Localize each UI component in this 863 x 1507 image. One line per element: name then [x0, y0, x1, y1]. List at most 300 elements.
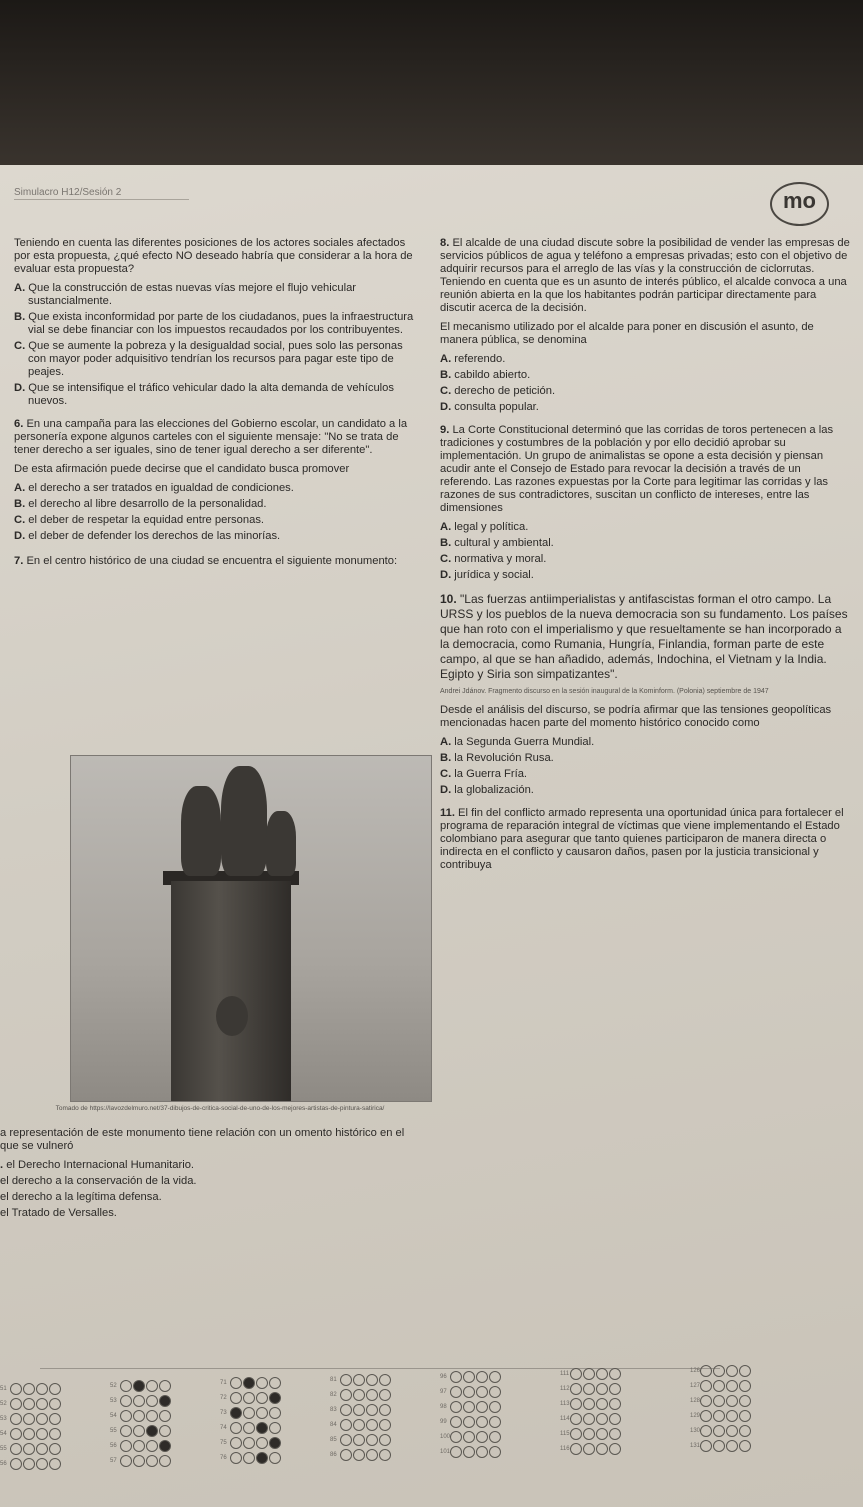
answer-bubble[interactable] [133, 1380, 145, 1392]
answer-bubble[interactable] [463, 1416, 475, 1428]
answer-row [0, 1413, 62, 1428]
answer-bubble[interactable] [36, 1458, 48, 1470]
answer-number: 81 [330, 1377, 337, 1383]
answer-number: 74 [220, 1425, 227, 1431]
answer-bubble[interactable] [700, 1440, 712, 1452]
answer-bubble[interactable] [713, 1440, 725, 1452]
answer-bubble[interactable] [23, 1383, 35, 1395]
q10-option-b[interactable]: B. la Revolución Rusa. [440, 752, 554, 764]
answer-number: 56 [110, 1443, 117, 1449]
q10-source: Andrei Jdánov. Fragmento discurso en la sesión inaugural de la Kominform. (Polonia) septiembre de 1947 [440, 688, 769, 695]
answer-bubble[interactable] [726, 1440, 738, 1452]
answer-bubble[interactable] [159, 1410, 171, 1422]
answer-bubble[interactable] [120, 1425, 132, 1437]
answer-number: 54 [110, 1413, 117, 1419]
answer-bubble[interactable] [23, 1443, 35, 1455]
pedestal [171, 881, 291, 1101]
answer-row [440, 1401, 502, 1416]
answer-bubble[interactable] [609, 1413, 621, 1425]
q8-question: El mecanismo utilizado por el alcalde para poner en discusión el asunto, de manera pública, se denomina [440, 321, 814, 346]
answer-bubble[interactable] [256, 1377, 268, 1389]
answer-bubble[interactable] [366, 1389, 378, 1401]
answer-bubble[interactable] [146, 1410, 158, 1422]
answer-number: 56 [0, 1461, 7, 1467]
answer-bubble[interactable] [596, 1443, 608, 1455]
answer-bubble[interactable] [120, 1395, 132, 1407]
answer-bubble[interactable] [739, 1440, 751, 1452]
answer-bubble[interactable] [159, 1440, 171, 1452]
answer-bubble[interactable] [243, 1392, 255, 1404]
answer-bubble[interactable] [713, 1425, 725, 1437]
monument-photo [70, 755, 432, 1102]
answer-row [560, 1383, 622, 1398]
answer-row [330, 1404, 392, 1419]
answer-bubble[interactable] [450, 1431, 462, 1443]
answer-bubble[interactable] [49, 1383, 61, 1395]
answer-number: 129 [690, 1413, 701, 1419]
answer-bubble[interactable] [739, 1365, 751, 1377]
answer-bubble[interactable] [713, 1380, 725, 1392]
answer-bubble[interactable] [366, 1374, 378, 1386]
answer-number: 54 [0, 1431, 7, 1437]
answer-bubble[interactable] [450, 1416, 462, 1428]
answer-bubble[interactable] [243, 1452, 255, 1464]
answer-row [440, 1431, 502, 1446]
answer-number: 98 [440, 1404, 447, 1410]
answer-bubble[interactable] [450, 1401, 462, 1413]
answer-row [690, 1410, 752, 1425]
answer-number: 71 [220, 1380, 227, 1386]
answer-bubble[interactable] [159, 1395, 171, 1407]
answer-row [440, 1416, 502, 1431]
answer-column [110, 1380, 172, 1470]
answer-bubble[interactable] [489, 1416, 501, 1428]
answer-bubble[interactable] [726, 1380, 738, 1392]
answer-bubble[interactable] [609, 1428, 621, 1440]
exam-page [0, 165, 863, 1507]
q8-option-b[interactable]: B. cabildo abierto. [440, 369, 531, 381]
answer-row [220, 1422, 282, 1437]
answer-bubble[interactable] [230, 1377, 242, 1389]
answer-bubble[interactable] [739, 1380, 751, 1392]
q10-option-c[interactable]: C. la Guerra Fría. [440, 768, 528, 780]
child-figure [216, 996, 248, 1036]
answer-bubble[interactable] [340, 1374, 352, 1386]
answer-bubble[interactable] [463, 1371, 475, 1383]
answer-bubble[interactable] [476, 1446, 488, 1458]
answer-bubble[interactable] [450, 1371, 462, 1383]
answer-bubble[interactable] [120, 1440, 132, 1452]
answer-bubble[interactable] [353, 1404, 365, 1416]
answer-row [440, 1446, 502, 1461]
answer-number: 99 [440, 1419, 447, 1425]
answer-bubble[interactable] [583, 1383, 595, 1395]
answer-bubble[interactable] [133, 1440, 145, 1452]
answer-row [0, 1383, 62, 1398]
answer-bubble[interactable] [36, 1428, 48, 1440]
answer-bubble[interactable] [353, 1419, 365, 1431]
answer-bubble[interactable] [476, 1371, 488, 1383]
answer-bubble[interactable] [379, 1434, 391, 1446]
answer-bubble[interactable] [269, 1422, 281, 1434]
answer-column [440, 1371, 502, 1461]
answer-bubble[interactable] [583, 1428, 595, 1440]
answer-bubble[interactable] [10, 1443, 22, 1455]
answer-bubble[interactable] [489, 1431, 501, 1443]
answer-bubble[interactable] [353, 1389, 365, 1401]
answer-bubble[interactable] [49, 1443, 61, 1455]
answer-number: 113 [560, 1401, 570, 1407]
answer-number: 55 [0, 1446, 7, 1452]
answer-bubble[interactable] [583, 1413, 595, 1425]
q9-option-b[interactable]: B. cultural y ambiental. [440, 537, 554, 549]
answer-bubble[interactable] [133, 1425, 145, 1437]
answer-bubble[interactable] [609, 1368, 621, 1380]
q5-stem: Teniendo en cuenta las diferentes posiciones de los actores sociales afectados por esta propuesta, ¿qué efecto NO deseado habría que considerar a la hora de evaluar esta propuesta? [14, 237, 413, 275]
answer-bubble[interactable] [243, 1377, 255, 1389]
answer-number: 75 [220, 1440, 227, 1446]
q7-option-b[interactable]: el derecho a la conservación de la vida. [0, 1175, 197, 1187]
answer-bubble[interactable] [463, 1386, 475, 1398]
answer-row [110, 1455, 172, 1470]
q7-stem: 7. En el centro histórico de una ciudad se encuentra el siguiente monumento: [14, 555, 398, 567]
answer-bubble[interactable] [340, 1449, 352, 1461]
answer-bubble[interactable] [230, 1422, 242, 1434]
answer-number: 53 [110, 1398, 117, 1404]
answer-row [440, 1386, 502, 1401]
answer-bubble[interactable] [476, 1431, 488, 1443]
q10-option-d[interactable]: D. la globalización. [440, 784, 534, 796]
answer-bubble[interactable] [450, 1386, 462, 1398]
answer-bubble[interactable] [10, 1413, 22, 1425]
answer-bubble[interactable] [133, 1395, 145, 1407]
answer-bubble[interactable] [36, 1413, 48, 1425]
q11-stem: 11. El fin del conflicto armado representa una oportunidad única para fortalecer el programa de reparación integral de víctimas que viene implementando el Estado colombiano para asegurar que tanto quienes participaron de manera directa o indirecta en el conflicto y causaron daños, pasen por la justicia transicional y contribuya [440, 807, 844, 871]
q5-option-b[interactable]: B. Que exista inconformidad por parte de los ciudadanos, pues la infraestructura vial se debe financiar con los impuestos recaudados por los contribuyentes. [14, 311, 414, 336]
answer-bubble[interactable] [366, 1419, 378, 1431]
answer-bubble[interactable] [570, 1428, 582, 1440]
answer-bubble[interactable] [463, 1431, 475, 1443]
answer-bubble[interactable] [596, 1383, 608, 1395]
answer-bubble[interactable] [243, 1437, 255, 1449]
q6-option-a[interactable]: A. el derecho a ser tratados en igualdad de condiciones. [14, 482, 294, 494]
answer-bubble[interactable] [10, 1383, 22, 1395]
answer-bubble[interactable] [726, 1365, 738, 1377]
answer-number: 86 [330, 1452, 337, 1458]
answer-row [110, 1410, 172, 1425]
answer-bubble[interactable] [476, 1401, 488, 1413]
answer-bubble[interactable] [269, 1377, 281, 1389]
answer-bubble[interactable] [256, 1392, 268, 1404]
answer-bubble[interactable] [596, 1368, 608, 1380]
answer-bubble[interactable] [256, 1422, 268, 1434]
answer-row [330, 1419, 392, 1434]
q6-option-d[interactable]: D. el deber de defender los derechos de las minorías. [14, 530, 281, 542]
answer-row [220, 1452, 282, 1467]
answer-row [440, 1371, 502, 1386]
answer-row [560, 1443, 622, 1458]
answer-bubble[interactable] [570, 1368, 582, 1380]
answer-bubble[interactable] [726, 1425, 738, 1437]
q7-option-a[interactable]: . el Derecho Internacional Humanitario. [0, 1159, 195, 1171]
answer-bubble[interactable] [739, 1410, 751, 1422]
answer-sheet [0, 1368, 863, 1507]
q6-option-b[interactable]: B. el derecho al libre desarrollo de la personalidad. [14, 498, 267, 510]
answer-bubble[interactable] [583, 1398, 595, 1410]
answer-bubble[interactable] [366, 1404, 378, 1416]
answer-number: 73 [220, 1410, 227, 1416]
answer-number: 116 [560, 1446, 570, 1452]
answer-row [560, 1368, 622, 1383]
answer-row [560, 1428, 622, 1443]
answer-bubble[interactable] [23, 1428, 35, 1440]
answer-bubble[interactable] [489, 1386, 501, 1398]
q7-option-c[interactable]: el derecho a la legítima defensa. [0, 1191, 162, 1203]
answer-bubble[interactable] [700, 1395, 712, 1407]
answer-bubble[interactable] [570, 1413, 582, 1425]
answer-column [690, 1365, 752, 1455]
answer-bubble[interactable] [489, 1401, 501, 1413]
answer-bubble[interactable] [230, 1437, 242, 1449]
q6-option-c[interactable]: C. el deber de respetar la equidad entre personas. [14, 514, 265, 526]
q9-option-d[interactable]: D. jurídica y social. [440, 569, 534, 581]
answer-bubble[interactable] [353, 1434, 365, 1446]
q5-option-c[interactable]: C. Que se aumente la pobreza y la desigualdad social, pues solo las personas con mayor poder adquisitivo tendrían los recursos para pagar este tipo de peajes. [14, 340, 403, 378]
answer-bubble[interactable] [256, 1437, 268, 1449]
answer-number: 52 [110, 1383, 117, 1389]
answer-bubble[interactable] [269, 1437, 281, 1449]
answer-bubble[interactable] [700, 1410, 712, 1422]
q10-question: Desde el análisis del discurso, se podría afirmar que las tensiones geopolíticas mencionadas hacen parte del momento histórico conocido como [440, 704, 832, 729]
answer-bubble[interactable] [146, 1455, 158, 1467]
answer-column [560, 1368, 622, 1458]
answer-row [0, 1443, 62, 1458]
answer-bubble[interactable] [353, 1449, 365, 1461]
answer-bubble[interactable] [269, 1452, 281, 1464]
answer-number: 115 [560, 1431, 570, 1437]
answer-row [690, 1440, 752, 1455]
answer-bubble[interactable] [596, 1398, 608, 1410]
q6-stem: 6. En una campaña para las elecciones del Gobierno escolar, un candidato a la personería expone algunos carteles con el siguiente mensaje: "No se trata de tener derecho a ser iguales, sino de tener igual derecho a ser diferente". [14, 418, 408, 456]
answer-bubble[interactable] [379, 1374, 391, 1386]
answer-bubble[interactable] [379, 1419, 391, 1431]
answer-number: 51 [0, 1386, 7, 1392]
right-column [440, 237, 850, 878]
answer-bubble[interactable] [713, 1395, 725, 1407]
answer-row [220, 1392, 282, 1407]
q9-stem: 9. La Corte Constitucional determinó que las corridas de toros pertenecen a las tradiciones y costumbres de la población y por ello decidió aprobar su implementación. Un grupo de animalistas se opone a esta decisión y piensan acudir ante el Consejo de Estado para revocar la decisión a través de un referendo. Las razones expuestas por la Corte para legitimar las corridas y las razones de sus contradictores, suscitan un conflicto de intereses, entre las dimensiones [440, 424, 834, 514]
q9-option-a[interactable]: A. legal y política. [440, 521, 529, 533]
answer-number: 131 [690, 1443, 701, 1449]
answer-bubble[interactable] [36, 1383, 48, 1395]
answer-row [0, 1428, 62, 1443]
answer-bubble[interactable] [159, 1455, 171, 1467]
answer-row [690, 1365, 752, 1380]
answer-row [220, 1377, 282, 1392]
answer-bubble[interactable] [463, 1446, 475, 1458]
answer-number: 85 [330, 1437, 337, 1443]
answer-bubble[interactable] [366, 1434, 378, 1446]
answer-bubble[interactable] [269, 1407, 281, 1419]
answer-bubble[interactable] [243, 1422, 255, 1434]
answer-bubble[interactable] [120, 1380, 132, 1392]
answer-row [330, 1434, 392, 1449]
answer-number: 55 [110, 1428, 117, 1434]
answer-row [110, 1380, 172, 1395]
answer-bubble[interactable] [450, 1446, 462, 1458]
answer-bubble[interactable] [713, 1365, 725, 1377]
soldier-figure [266, 811, 296, 876]
answer-bubble[interactable] [463, 1401, 475, 1413]
answer-bubble[interactable] [570, 1398, 582, 1410]
answer-bubble[interactable] [726, 1410, 738, 1422]
answer-number: 96 [440, 1374, 447, 1380]
answer-bubble[interactable] [23, 1413, 35, 1425]
answer-bubble[interactable] [379, 1449, 391, 1461]
soldier-figure [181, 786, 221, 876]
q8-stem: 8. El alcalde de una ciudad discute sobre la posibilidad de vender las empresas de servicios públicos de agua y teléfono a empresas privadas; esto con el objetivo de adquirir recursos para el arreglo de las vías y la construcción de ciclorrutas. Teniendo en cuenta que es un asunto de interés público, el alcalde convoca a una reunión abierta en la que los habitantes podrán participar directamente para discutir acerca de la decisión. [440, 237, 850, 314]
answer-bubble[interactable] [726, 1395, 738, 1407]
answer-bubble[interactable] [49, 1458, 61, 1470]
answer-number: 130 [690, 1428, 701, 1434]
answer-bubble[interactable] [120, 1455, 132, 1467]
q8-option-d[interactable]: D. consulta popular. [440, 401, 539, 413]
answer-bubble[interactable] [379, 1404, 391, 1416]
answer-bubble[interactable] [340, 1389, 352, 1401]
answer-number: 128 [690, 1398, 701, 1404]
answer-bubble[interactable] [133, 1410, 145, 1422]
answer-bubble[interactable] [340, 1434, 352, 1446]
answer-number: 111 [560, 1371, 570, 1377]
q10-option-a[interactable]: A. la Segunda Guerra Mundial. [440, 736, 595, 748]
answer-bubble[interactable] [609, 1383, 621, 1395]
answer-row [110, 1395, 172, 1410]
q7-question: a representación de este monumento tiene relación con un omento histórico en el que se vulneró [0, 1127, 405, 1152]
q8-option-c[interactable]: C. derecho de petición. [440, 385, 556, 397]
answer-row [220, 1437, 282, 1452]
answer-bubble[interactable] [583, 1443, 595, 1455]
answer-number: 82 [330, 1392, 337, 1398]
answer-bubble[interactable] [159, 1425, 171, 1437]
answer-bubble[interactable] [243, 1407, 255, 1419]
answer-bubble[interactable] [36, 1398, 48, 1410]
answer-bubble[interactable] [10, 1458, 22, 1470]
answer-row [110, 1425, 172, 1440]
answer-bubble[interactable] [379, 1389, 391, 1401]
answer-bubble[interactable] [583, 1368, 595, 1380]
answer-bubble[interactable] [476, 1416, 488, 1428]
answer-row [330, 1449, 392, 1464]
answer-number: 76 [220, 1455, 227, 1461]
answer-bubble[interactable] [230, 1407, 242, 1419]
answer-bubble[interactable] [269, 1392, 281, 1404]
answer-row [330, 1389, 392, 1404]
answer-row [690, 1380, 752, 1395]
brand-logo: mo [770, 182, 829, 226]
answer-bubble[interactable] [49, 1398, 61, 1410]
answer-bubble[interactable] [570, 1383, 582, 1395]
answer-bubble[interactable] [230, 1452, 242, 1464]
answer-bubble[interactable] [596, 1428, 608, 1440]
answer-bubble[interactable] [120, 1410, 132, 1422]
answer-row [0, 1458, 62, 1473]
q5-option-a[interactable]: A. Que la construcción de estas nuevas vías mejore el flujo vehicular sustancialmente. [14, 282, 357, 307]
q9-option-c[interactable]: C. normativa y moral. [440, 553, 547, 565]
answer-bubble[interactable] [570, 1443, 582, 1455]
q6-question: De esta afirmación puede decirse que el candidato busca promover [14, 463, 350, 475]
answer-bubble[interactable] [596, 1413, 608, 1425]
answer-bubble[interactable] [700, 1380, 712, 1392]
left-column [14, 237, 414, 574]
answer-column [330, 1374, 392, 1464]
answer-bubble[interactable] [10, 1428, 22, 1440]
answer-column [0, 1383, 62, 1473]
soldier-figure [221, 766, 267, 876]
answer-number: 127 [690, 1383, 701, 1389]
answer-bubble[interactable] [476, 1386, 488, 1398]
answer-row [690, 1395, 752, 1410]
answer-bubble[interactable] [146, 1380, 158, 1392]
answer-bubble[interactable] [159, 1380, 171, 1392]
answer-row [690, 1425, 752, 1440]
answer-number: 52 [0, 1401, 7, 1407]
answer-bubble[interactable] [36, 1443, 48, 1455]
answer-row [0, 1398, 62, 1413]
answer-bubble[interactable] [489, 1371, 501, 1383]
answer-bubble[interactable] [10, 1398, 22, 1410]
q5-option-d[interactable]: D. Que se intensifique el tráfico vehicular dado la alta demanda de vehículos nuevos. [14, 382, 394, 407]
answer-number: 83 [330, 1407, 337, 1413]
answer-bubble[interactable] [700, 1425, 712, 1437]
background-top [0, 0, 863, 170]
answer-bubble[interactable] [340, 1404, 352, 1416]
answer-number: 101 [440, 1449, 451, 1455]
answer-bubble[interactable] [340, 1419, 352, 1431]
answer-number: 100 [440, 1434, 451, 1440]
answer-bubble[interactable] [713, 1410, 725, 1422]
answer-row [220, 1407, 282, 1422]
answer-bubble[interactable] [609, 1398, 621, 1410]
answer-column [220, 1377, 282, 1467]
answer-bubble[interactable] [49, 1413, 61, 1425]
page-header: Simulacro H12/Sesión 2 [14, 187, 189, 200]
answer-bubble[interactable] [256, 1407, 268, 1419]
answer-bubble[interactable] [146, 1425, 158, 1437]
q7-option-d[interactable]: el Tratado de Versalles. [0, 1207, 117, 1219]
answer-number: 53 [0, 1416, 7, 1422]
answer-bubble[interactable] [49, 1428, 61, 1440]
answer-bubble[interactable] [739, 1425, 751, 1437]
answer-number: 84 [330, 1422, 337, 1428]
answer-row [110, 1440, 172, 1455]
answer-bubble[interactable] [489, 1446, 501, 1458]
answer-bubble[interactable] [366, 1449, 378, 1461]
answer-bubble[interactable] [133, 1455, 145, 1467]
answer-bubble[interactable] [23, 1398, 35, 1410]
answer-number: 112 [560, 1386, 570, 1392]
answer-bubble[interactable] [146, 1395, 158, 1407]
answer-bubble[interactable] [146, 1440, 158, 1452]
q8-option-a[interactable]: A. referendo. [440, 353, 506, 365]
answer-bubble[interactable] [230, 1392, 242, 1404]
answer-bubble[interactable] [609, 1443, 621, 1455]
answer-bubble[interactable] [23, 1458, 35, 1470]
answer-number: 114 [560, 1416, 570, 1422]
answer-bubble[interactable] [739, 1395, 751, 1407]
answer-bubble[interactable] [353, 1374, 365, 1386]
answer-bubble[interactable] [256, 1452, 268, 1464]
answer-bubble[interactable] [700, 1365, 712, 1377]
